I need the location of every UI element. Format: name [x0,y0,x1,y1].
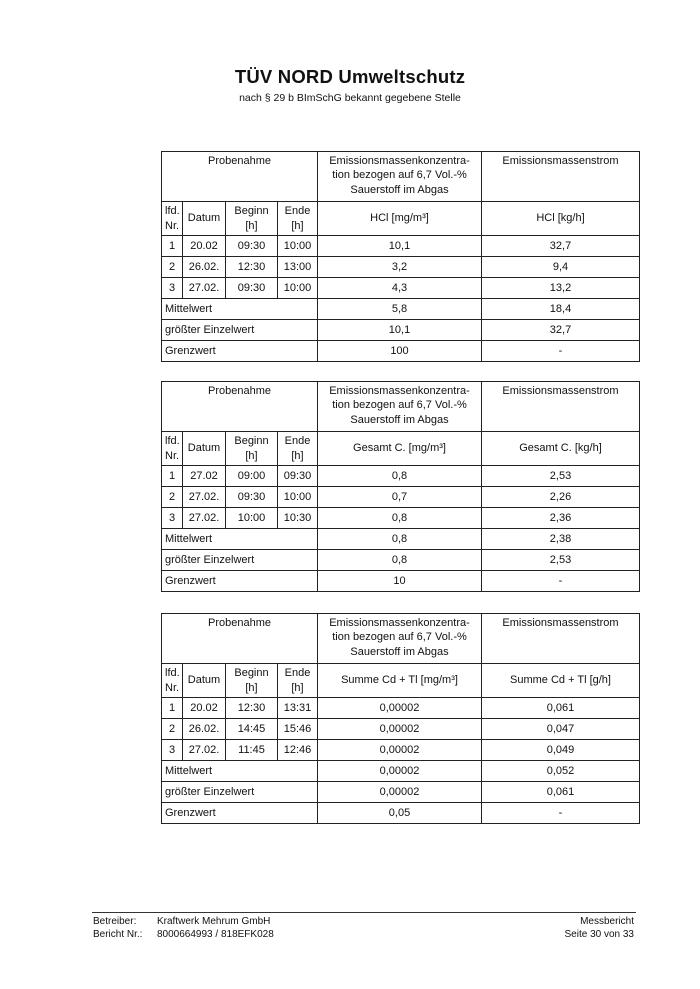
col-beginn-header: Beginn [h] [226,664,278,698]
grenzwert-concentration: 10 [318,571,482,592]
probenahme-header: Probenahme [162,382,318,432]
page-subtitle: nach § 29 b BImSchG bekannt gegebene Stelle [239,92,461,104]
cell-ende: 10:00 [278,278,318,299]
cell-nr: 2 [162,257,183,278]
cell-beginn: 10:00 [226,508,278,529]
concentration-unit-header: HCl [mg/m³] [318,202,482,236]
table-row [162,508,640,529]
grenzwert-label: Grenzwert [162,571,318,592]
mittelwert-concentration: 5,8 [318,299,482,320]
cell-stream: 9,4 [482,257,640,278]
mass-flow-header: Emissionsmassenstrom [482,614,640,664]
cell-nr: 2 [162,719,183,740]
cell-conc: 0,00002 [318,719,482,740]
probenahme-header: Probenahme [162,152,318,202]
cell-datum: 26.02. [183,719,226,740]
mittelwert-concentration: 0,8 [318,529,482,550]
footer-right [565,915,635,941]
mass-flow-unit-header: HCl [kg/h] [482,202,640,236]
table-row [162,719,640,740]
cell-stream: 0,061 [482,698,640,719]
grenzwert-label: Grenzwert [162,341,318,362]
cell-beginn: 12:30 [226,698,278,719]
cell-ende: 09:30 [278,466,318,487]
mittelwert-concentration: 0,00002 [318,761,482,782]
mittelwert-label: Mittelwert [162,761,318,782]
mass-flow-unit-header: Summe Cd + Tl [g/h] [482,664,640,698]
col-datum-header: Datum [183,664,226,698]
cell-conc: 0,7 [318,487,482,508]
col-beginn-header: Beginn [h] [226,202,278,236]
col-ende-header: Ende [h] [278,432,318,466]
col-ende-header: Ende [h] [278,202,318,236]
mittelwert-mass-flow: 0,052 [482,761,640,782]
max-value-label: größter Einzelwert [162,550,318,571]
cell-conc: 0,8 [318,466,482,487]
cell-stream: 2,26 [482,487,640,508]
cell-conc: 0,00002 [318,740,482,761]
cell-nr: 1 [162,466,183,487]
table-row [162,487,640,508]
cell-conc: 4,3 [318,278,482,299]
cell-stream: 32,7 [482,236,640,257]
grenzwert-label: Grenzwert [162,803,318,824]
mittelwert-label: Mittelwert [162,299,318,320]
bericht-value: 8000664993 / 818EFK028 [157,929,274,940]
col-nr-header: lfd. Nr. [162,202,183,236]
cell-datum: 27.02. [183,508,226,529]
cell-ende: 12:46 [278,740,318,761]
cell-ende: 13:00 [278,257,318,278]
max-value-label: größter Einzelwert [162,320,318,341]
probenahme-header: Probenahme [162,614,318,664]
cell-beginn: 14:45 [226,719,278,740]
cell-nr: 1 [162,698,183,719]
report-type: Messbericht [580,916,634,927]
cell-conc: 0,8 [318,508,482,529]
cell-beginn: 09:30 [226,487,278,508]
table-row [162,278,640,299]
table-row [162,698,640,719]
table-row [162,740,640,761]
cell-nr: 1 [162,236,183,257]
concentration-unit-header: Gesamt C. [mg/m³] [318,432,482,466]
cell-beginn: 12:30 [226,257,278,278]
col-datum-header: Datum [183,202,226,236]
table-row [162,236,640,257]
cell-ende: 13:31 [278,698,318,719]
max-value-concentration: 0,00002 [318,782,482,803]
cell-ende: 10:00 [278,487,318,508]
mass-flow-header: Emissionsmassenstrom [482,382,640,432]
cell-datum: 26.02. [183,257,226,278]
betreiber-label: Betreiber: [93,916,137,927]
grenzwert-concentration: 100 [318,341,482,362]
cell-conc: 3,2 [318,257,482,278]
cell-ende: 15:46 [278,719,318,740]
concentration-header: Emissionsmassenkonzentra-tion bezogen auf 6,7 Vol.-% Sauerstoff im Abgas [318,614,482,664]
mittelwert-mass-flow: 18,4 [482,299,640,320]
cell-stream: 0,047 [482,719,640,740]
mass-flow-unit-header: Gesamt C. [kg/h] [482,432,640,466]
mittelwert-mass-flow: 2,38 [482,529,640,550]
table-row [162,257,640,278]
bericht-label: Bericht Nr.: [93,929,143,940]
mittelwert-label: Mittelwert [162,529,318,550]
grenzwert-mass-flow: - [482,571,640,592]
cell-nr: 3 [162,278,183,299]
max-value-mass-flow: 32,7 [482,320,640,341]
max-value-mass-flow: 0,061 [482,782,640,803]
cell-stream: 13,2 [482,278,640,299]
col-beginn-header: Beginn [h] [226,432,278,466]
concentration-header: Emissionsmassenkonzentra-tion bezogen auf 6,7 Vol.-% Sauerstoff im Abgas [318,382,482,432]
grenzwert-mass-flow: - [482,803,640,824]
page-number: Seite 30 von 33 [564,929,634,940]
col-ende-header: Ende [h] [278,664,318,698]
cell-nr: 3 [162,740,183,761]
cell-datum: 27.02. [183,487,226,508]
max-value-mass-flow: 2,53 [482,550,640,571]
cell-datum: 20.02 [183,236,226,257]
cell-beginn: 09:30 [226,278,278,299]
mass-flow-header: Emissionsmassenstrom [482,152,640,202]
cell-beginn: 11:45 [226,740,278,761]
cell-stream: 2,53 [482,466,640,487]
max-value-concentration: 0,8 [318,550,482,571]
grenzwert-mass-flow: - [482,341,640,362]
col-nr-header: lfd. Nr. [162,432,183,466]
cell-conc: 0,00002 [318,698,482,719]
cell-beginn: 09:00 [226,466,278,487]
betreiber-value: Kraftwerk Mehrum GmbH [157,916,271,927]
cell-datum: 27.02 [183,466,226,487]
table-row [162,466,640,487]
max-value-label: größter Einzelwert [162,782,318,803]
emission-table-1 [161,151,640,362]
cell-ende: 10:00 [278,236,318,257]
footer-left [93,915,274,941]
cell-stream: 2,36 [482,508,640,529]
cell-datum: 20.02 [183,698,226,719]
cell-nr: 3 [162,508,183,529]
cell-datum: 27.02. [183,740,226,761]
cell-nr: 2 [162,487,183,508]
cell-beginn: 09:30 [226,236,278,257]
emission-table-3 [161,613,640,824]
cell-ende: 10:30 [278,508,318,529]
grenzwert-concentration: 0,05 [318,803,482,824]
max-value-concentration: 10,1 [318,320,482,341]
col-nr-header: lfd. Nr. [162,664,183,698]
footer-divider [92,912,636,913]
col-datum-header: Datum [183,432,226,466]
cell-conc: 10,1 [318,236,482,257]
page-title: TÜV NORD Umweltschutz [234,66,466,87]
emission-table-2 [161,381,640,592]
cell-stream: 0,049 [482,740,640,761]
concentration-header: Emissionsmassenkonzentra-tion bezogen auf 6,7 Vol.-% Sauerstoff im Abgas [318,152,482,202]
cell-datum: 27.02. [183,278,226,299]
concentration-unit-header: Summe Cd + Tl [mg/m³] [318,664,482,698]
